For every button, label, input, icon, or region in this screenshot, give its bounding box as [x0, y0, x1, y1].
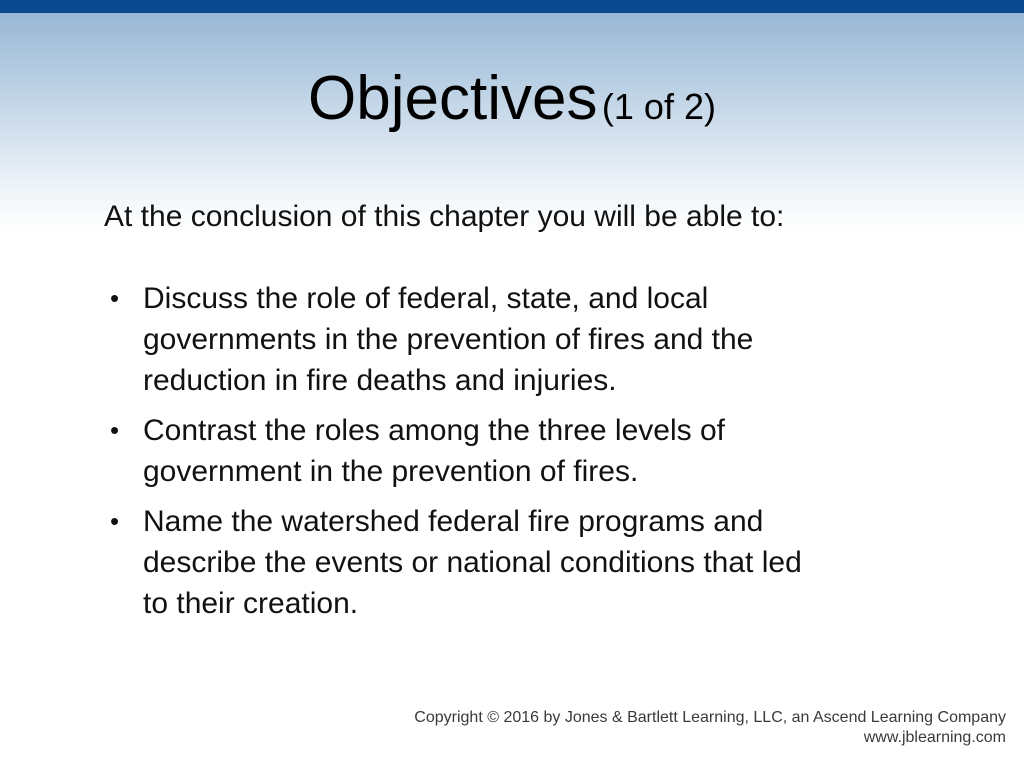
bullet-line: reduction in fire deaths and injuries.: [143, 364, 617, 397]
slide-title-main: Objectives: [308, 64, 598, 133]
list-item: [110, 501, 930, 624]
list-item: [110, 278, 930, 401]
list-item: [110, 410, 930, 492]
copyright-footer: [414, 708, 1006, 748]
bullet-line: Name the watershed federal fire programs and: [143, 505, 764, 538]
bullet-line: describe the events or national conditions that led: [143, 546, 802, 579]
slide-title-counter: (1 of 2): [601, 86, 716, 127]
bullet-line: government in the prevention of fires.: [143, 455, 639, 488]
bullet-icon: •: [110, 506, 120, 536]
website-text: www.jblearning.com: [863, 729, 1006, 746]
bullet-icon: •: [110, 415, 120, 445]
copyright-text: Copyright © 2016 by Jones & Bartlett Learning, LLC, an Ascend Learning Company: [414, 709, 1006, 726]
bullet-line: Contrast the roles among the three levels of: [143, 414, 725, 447]
bullet-line: Discuss the role of federal, state, and local: [143, 282, 709, 315]
bullet-line: governments in the prevention of fires and the: [143, 323, 754, 356]
objectives-list: [110, 278, 930, 633]
slide-title: [0, 62, 1024, 152]
top-accent-bar: [0, 0, 1024, 13]
bullet-icon: •: [110, 283, 120, 313]
bullet-line: to their creation.: [143, 587, 359, 620]
intro-text: At the conclusion of this chapter you will be able to:: [104, 200, 785, 233]
